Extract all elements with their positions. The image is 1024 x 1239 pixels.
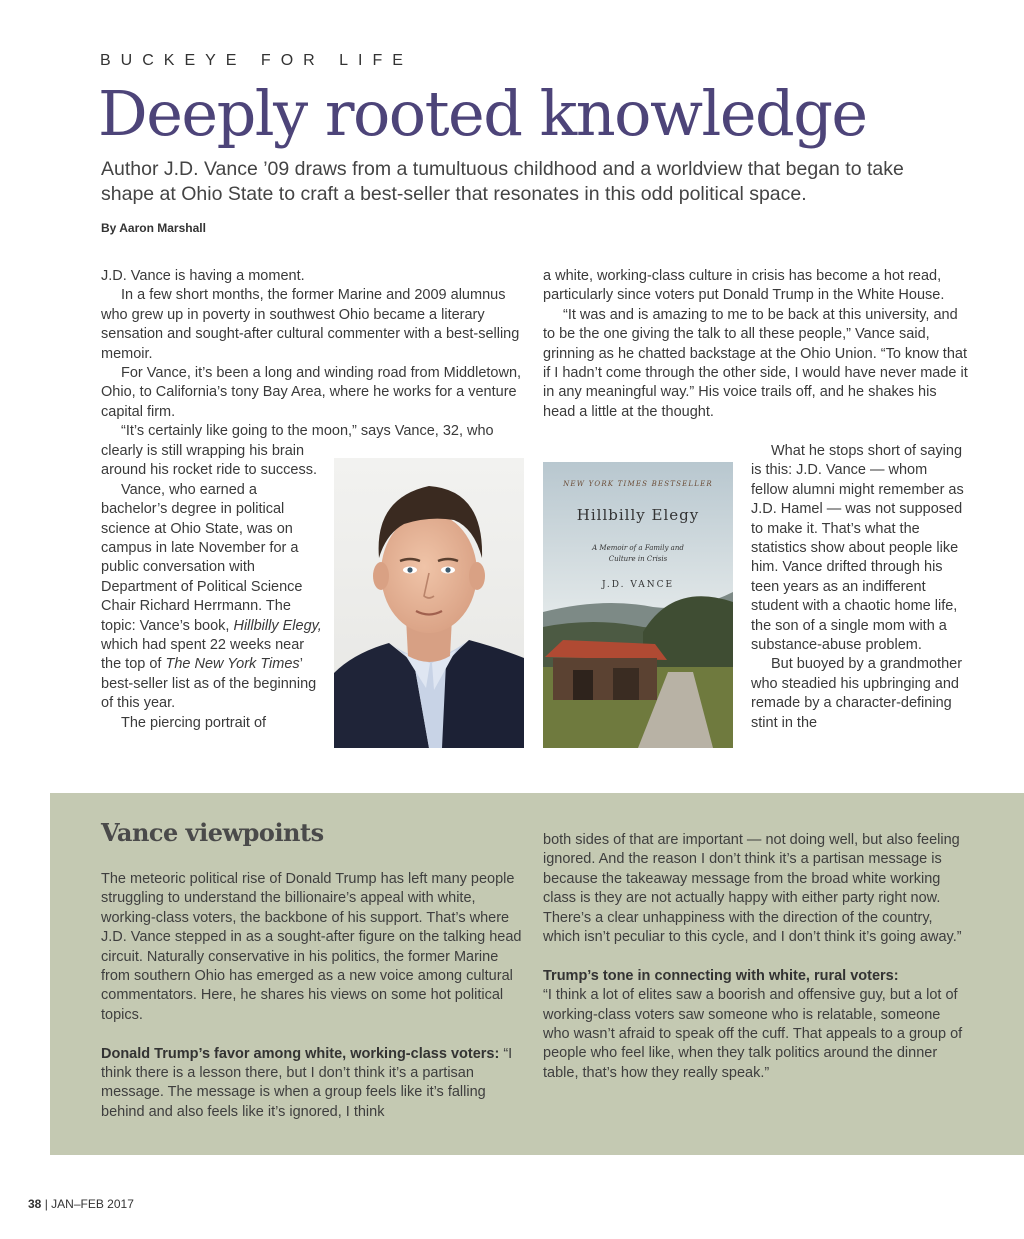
page-footer bbox=[28, 1197, 134, 1211]
author-portrait-photo bbox=[334, 458, 524, 748]
paragraph: What he stops short of saying is this: J.D. Vance — whom fellow alumni might remember as J.D. Hamel — was not supposed to make it. That’s what the statistics show about people like him. Vance drifted through his teen years as an indifferent student with a chaotic home life, the son of a single mom with a substance-abuse problem. bbox=[751, 443, 964, 654]
text-run: ’ best-seller list as of the beginning of this year. bbox=[101, 656, 317, 712]
sidebar-intro: The meteoric political rise of Donald Trump has left many people struggling to understand the billionaire’s appeal with white, working-class voters, the backbone of his support. That’s where J.D. Vance stepped in as a sought-after figure on the talking head circuit. Naturally conservative in his politics, the former Marine from southern Ohio has emerged as a new voice among cultural commentators. Here, he shares his views on some hot political topics. bbox=[101, 871, 522, 1023]
cover-title: Hillbilly Elegy bbox=[576, 506, 700, 524]
headline: Deeply rooted knowledge bbox=[98, 77, 867, 150]
footer-separator: | bbox=[41, 1197, 52, 1211]
book-title-italic: Hillbilly Elegy, bbox=[233, 617, 322, 634]
question-label: Trump’s tone in connecting with white, rural voters: bbox=[543, 967, 899, 984]
cover-subtitle-line-2: Culture in Crisis bbox=[608, 555, 668, 563]
cover-banner: NEW YORK TIMES BESTSELLER bbox=[563, 480, 713, 488]
sidebar-column-1 bbox=[101, 870, 526, 1142]
paragraph: “It’s certainly like going to the moon,” says Vance, 32, who bbox=[121, 423, 494, 440]
paragraph: J.D. Vance is having a moment. bbox=[101, 268, 305, 284]
article-column-3 bbox=[751, 442, 966, 733]
newspaper-name-italic: The New York Times bbox=[165, 656, 300, 673]
article-column-1-top bbox=[101, 267, 526, 442]
paragraph bbox=[101, 481, 323, 714]
cover-subtitle-line-1: A Memoir of a Family and bbox=[592, 544, 684, 552]
text-run: Vance, who earned a bachelor’s degree in political science at Ohio State, was on campus in late November for a public conversation with Department of Political Science Chair Richard Herrmann. The topic: Vance’s book, bbox=[101, 481, 303, 634]
paragraph: But buoyed by a grandmother who steadied his upbringing and remade by a character-defining stint in the bbox=[751, 656, 963, 731]
dek: Author J.D. Vance ’09 draws from a tumultuous childhood and a worldview that began to take shape at Ohio State to craft a best-seller that resonates in this odd political space. bbox=[101, 158, 904, 205]
paragraph: “It was and is amazing to me to be back at this university, and to be the one giving the talk to all these people,” Vance said, grinning as he chatted backstage at the Ohio Union. “To know that if I hadn’t come through the other side, I would have never made it in any meaningful way.” His voice trails off, and he shakes his head a little at the thought. bbox=[543, 306, 968, 420]
paragraph: For Vance, it’s been a long and winding road from Middletown, Ohio, to California’s tony Bay Area, where he works for a venture capital firm. bbox=[101, 365, 522, 420]
byline: By Aaron Marshall bbox=[101, 221, 206, 235]
sidebar-question-1 bbox=[101, 1045, 526, 1123]
sidebar-column-2 bbox=[543, 831, 968, 1103]
paragraph: clearly is still wrapping his brain around his rocket ride to success. bbox=[101, 443, 317, 479]
sidebar-question-1-continued: both sides of that are important — not doing well, but also feeling ignored. And the reason I don’t think it’s a partisan message is because the takeaway message from the broad white working class is they are not actually happy with either party right now. There’s a clear unhappiness with the direction of the country, which isn’t peculiar to this cycle, and I don’t think it’s going away.” bbox=[543, 832, 962, 946]
paragraph: The piercing portrait of bbox=[121, 714, 267, 731]
cover-author: J.D. VANCE bbox=[601, 580, 675, 590]
question-answer: “I think there is a lesson there, but I don’t think it’s a partisan message. The message is when a group feels like it’s falling behind and also feels like it’s ignored, I think bbox=[101, 1045, 513, 1120]
question-answer: “I think a lot of elites saw a boorish and offensive guy, but a lot of working-class voters saw someone who is relatable, someone who wasn’t afraid to speak off the cuff. That appeals to a group of people who feel like, when they talk politics around the dinner table, that’s how they really speak.” bbox=[543, 987, 963, 1081]
sidebar-question-2 bbox=[543, 967, 968, 1083]
paragraph: In a few short months, the former Marine and 2009 alumnus who grew up in poverty in southwest Ohio became a literary sensation and sought-after cultural commenter with a best-selling memoir. bbox=[101, 287, 520, 362]
paragraph: a white, working-class culture in crisis has become a hot read, particularly since voters put Donald Trump in the White House. bbox=[543, 268, 945, 304]
book-cover-image bbox=[543, 462, 733, 748]
article-column-1-narrow bbox=[101, 442, 323, 733]
sidebar-title: Vance viewpoints bbox=[101, 818, 324, 847]
page-number: 38 bbox=[28, 1197, 42, 1211]
section-label: BUCKEYE FOR LIFE bbox=[100, 52, 413, 69]
question-label: Donald Trump’s favor among white, working-class voters: bbox=[101, 1045, 500, 1062]
article-column-2-top bbox=[543, 267, 968, 422]
issue-date: JAN–FEB 2017 bbox=[51, 1197, 134, 1211]
text-run: which had spent 22 weeks near the top of bbox=[101, 637, 305, 673]
